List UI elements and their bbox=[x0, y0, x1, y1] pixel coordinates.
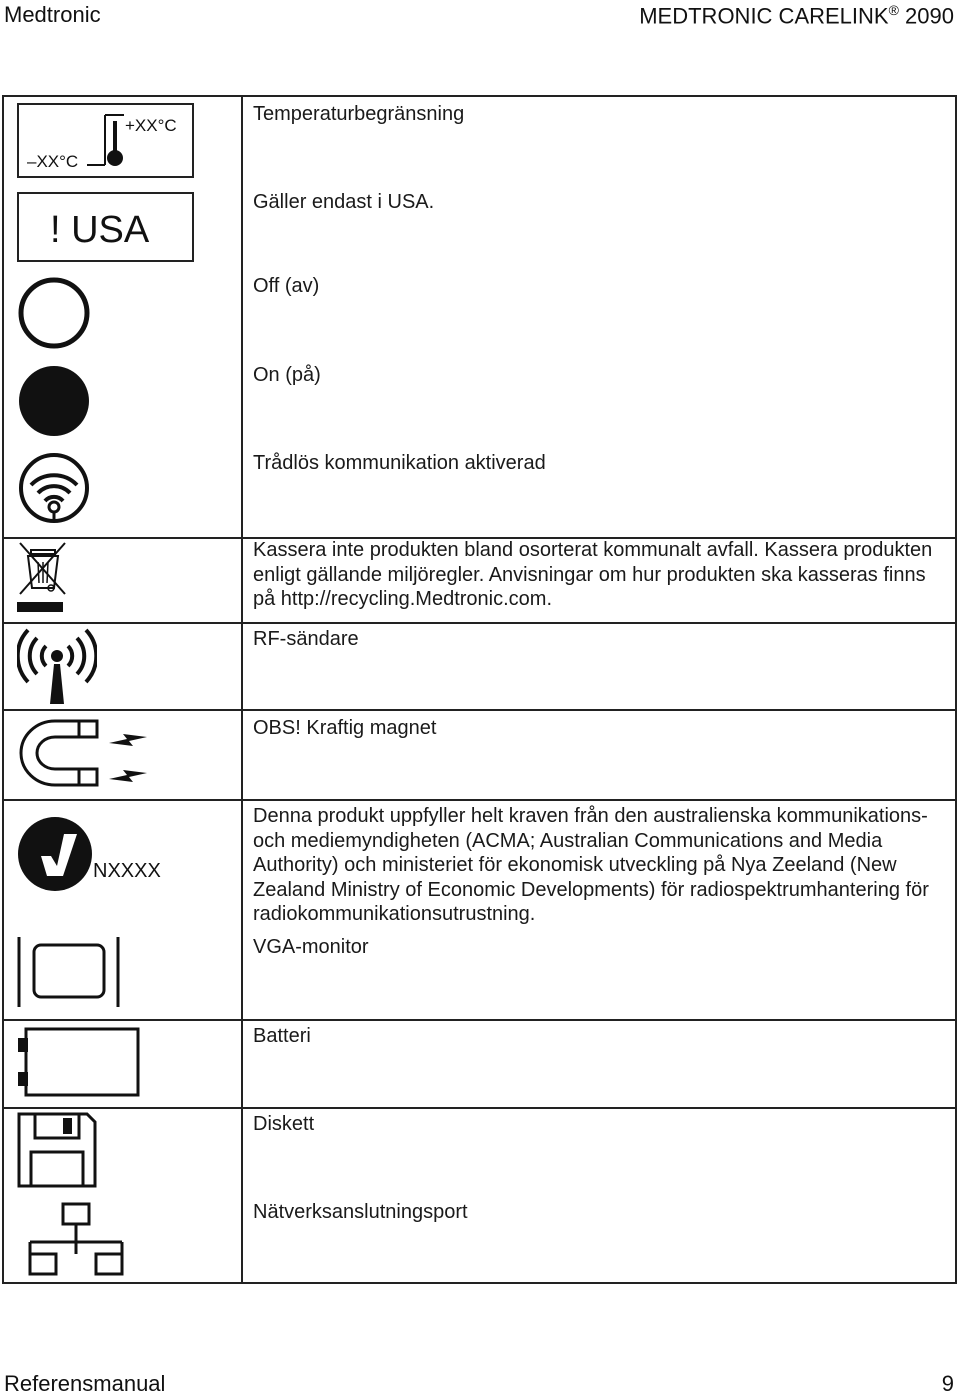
on-circle-icon bbox=[17, 364, 91, 438]
network-description: Nätverksanslutningsport bbox=[253, 1201, 468, 1223]
diskette-icon bbox=[17, 1112, 97, 1188]
column-divider bbox=[241, 97, 243, 1282]
temp-lower-label: –XX°C bbox=[27, 152, 79, 171]
vga-monitor-icon bbox=[17, 935, 121, 1009]
header-product-number: 2090 bbox=[905, 3, 954, 29]
wireless-description: Trådlös kommunikation aktiverad bbox=[253, 452, 546, 474]
magnet-description: OBS! Kraftig magnet bbox=[253, 717, 437, 739]
rf-transmitter-icon bbox=[17, 626, 97, 706]
magnet-icon bbox=[17, 717, 149, 789]
row-divider bbox=[4, 799, 955, 801]
rf-description: RF-sändare bbox=[253, 628, 359, 650]
row-divider bbox=[4, 709, 955, 711]
off-circle-icon bbox=[17, 276, 91, 350]
on-description: On (på) bbox=[253, 364, 321, 386]
thermometer-icon bbox=[17, 103, 194, 178]
temp-upper-label: +XX°C bbox=[125, 116, 177, 135]
ctick-code: NXXXX bbox=[93, 860, 161, 882]
footer-manual-title: Referensmanual bbox=[4, 1371, 166, 1396]
page-number: 9 bbox=[941, 1371, 954, 1396]
usa-only-icon bbox=[17, 192, 194, 262]
header-product bbox=[639, 2, 954, 29]
temperature-description: Temperaturbegränsning bbox=[253, 103, 465, 125]
wireless-icon bbox=[17, 451, 91, 525]
row-divider bbox=[4, 622, 955, 624]
registered-mark: ® bbox=[888, 2, 899, 18]
battery-description: Batteri bbox=[253, 1025, 311, 1047]
usa-label: ! USA bbox=[50, 209, 150, 251]
row-divider bbox=[4, 1107, 955, 1109]
vga-description: VGA-monitor bbox=[253, 936, 369, 958]
row-divider bbox=[4, 1019, 955, 1021]
diskette-description: Diskett bbox=[253, 1113, 315, 1135]
ctick-description: Denna produkt uppfyller helt kraven från den australienska kommunikations- och mediemyndigheten (ACMA; Australian Communications and Media Authority) och ministeriet för ekonomisk utveckling på Nya Zeeland (New Zealand Ministry of Economic Developments) för radiospektrumhantering för radiokommunikationsutrustning. bbox=[253, 805, 929, 925]
battery-icon bbox=[17, 1026, 143, 1098]
header-product-name: MEDTRONIC CARELINK bbox=[639, 3, 889, 29]
c-tick-icon bbox=[17, 816, 93, 892]
weee-description: Kassera inte produkten bland osorterat kommunalt avfall. Kassera produkten enligt gällande miljöregler. Anvisningar om hur produkten ska kasseras finns på http://recycling.Medtronic.com. bbox=[253, 539, 933, 610]
header-brand: Medtronic bbox=[4, 2, 101, 27]
network-port-icon bbox=[17, 1200, 135, 1278]
crossed-bin-icon bbox=[17, 540, 69, 616]
usa-description: Gäller endast i USA. bbox=[253, 191, 435, 213]
off-description: Off (av) bbox=[253, 275, 320, 297]
